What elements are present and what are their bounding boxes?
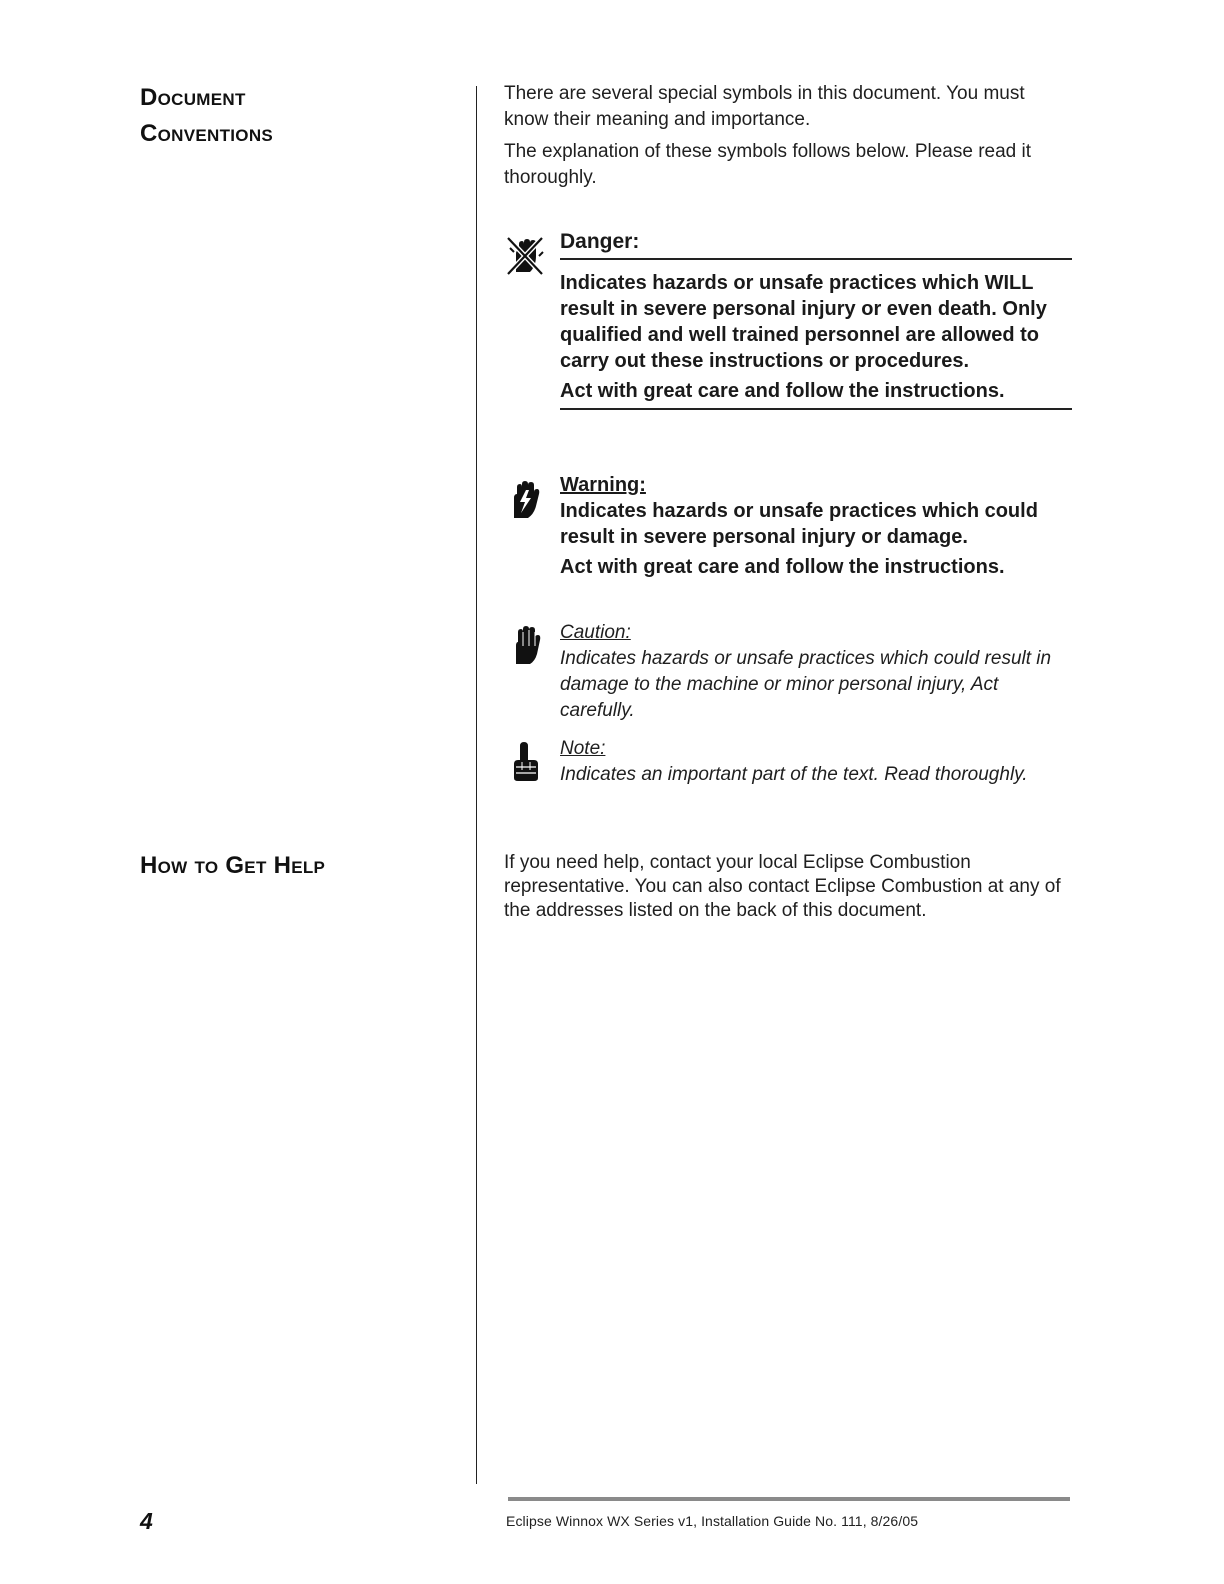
column-divider xyxy=(476,86,477,1484)
intro-paragraph-1: There are several special symbols in this document. You must know their meaning and importance. xyxy=(504,83,1025,130)
note-text: Indicates an important part of the text. Read thoroughly. xyxy=(560,764,1028,785)
warning-act: Act with great care and follow the instructions. xyxy=(560,556,1005,578)
caution-text: Indicates hazards or unsafe practices which could result in damage to the machine or minor personal injury, Act carefully. xyxy=(560,648,1052,721)
hand-stop-icon xyxy=(504,624,546,666)
caution-title: Caution: xyxy=(560,622,631,643)
heading-line-1: Document xyxy=(140,84,246,111)
page-number: 4 xyxy=(140,1508,153,1534)
danger-rule-bottom xyxy=(560,408,1072,410)
warning-text: Indicates hazards or unsafe practices which could result in severe personal injury or damage. xyxy=(560,500,1038,548)
heading-document-conventions xyxy=(140,80,273,152)
danger-text: Indicates hazards or unsafe practices which WILL result in severe personal injury or even death. Only qualified and well trained personnel are allowed to carry out these instructions or procedures. xyxy=(560,272,1047,372)
heading-line-2: Conventions xyxy=(140,120,274,147)
hand-lightning-icon xyxy=(504,478,546,520)
heading-how-to-get-help xyxy=(140,848,325,884)
danger-title: Danger: xyxy=(560,230,640,253)
crossed-hand-icon xyxy=(504,234,546,276)
warning-title: Warning: xyxy=(560,474,646,496)
danger-block xyxy=(560,228,1074,410)
heading-help-text: How to Get Help xyxy=(140,852,326,879)
danger-rule-top xyxy=(560,258,1072,260)
warning-block xyxy=(560,472,1074,580)
help-paragraph: If you need help, contact your local Eclipse Combustion representative. You can also contact Eclipse Combustion at any of the addresses listed on the back of this document. xyxy=(504,852,1061,921)
intro-paragraph-2: The explanation of these symbols follows below. Please read it thoroughly. xyxy=(504,141,1032,188)
footer-text: Eclipse Winnox WX Series v1, Installation Guide No. 111, 8/26/05 xyxy=(506,1513,919,1529)
note-title: Note: xyxy=(560,738,606,759)
footer-rule xyxy=(508,1497,1070,1501)
pointing-finger-icon xyxy=(504,740,546,782)
danger-act: Act with great care and follow the instructions. xyxy=(560,380,1005,402)
caution-block xyxy=(560,620,1074,724)
note-block xyxy=(560,736,1074,788)
